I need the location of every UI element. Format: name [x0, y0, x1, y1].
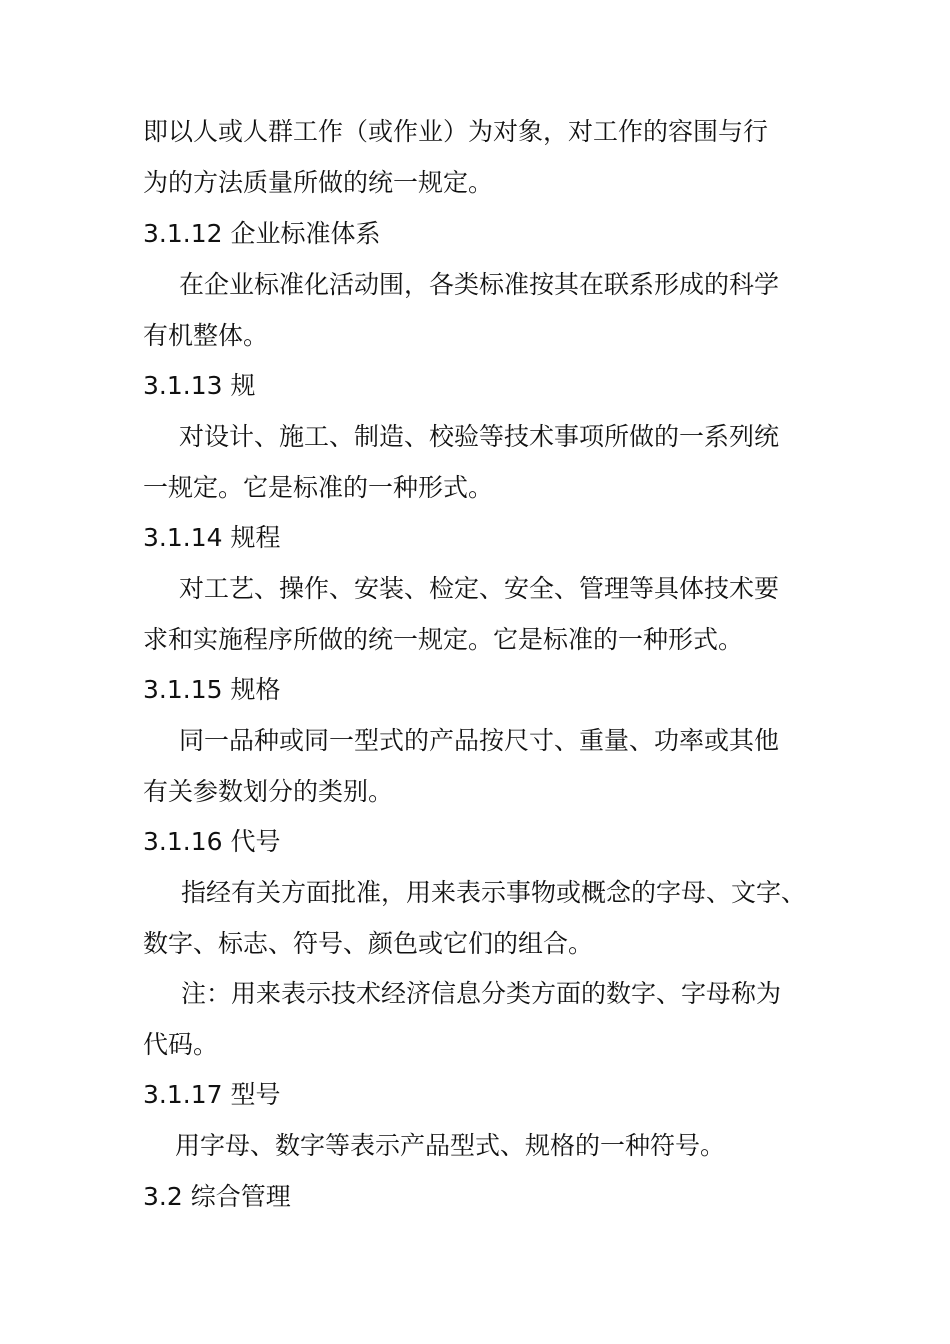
section-heading: 3.2 综合管理 [143, 1182, 291, 1211]
paragraph-line: 即以人或人群工作（或作业）为对象，对工作的容围与行 [143, 117, 769, 146]
paragraph-line: 一规定。它是标准的一种形式。 [143, 473, 494, 502]
paragraph-line: 同一品种或同一型式的产品按尺寸、重量、功率或其他 [179, 726, 780, 755]
section-heading: 3.1.17 型号 [143, 1080, 281, 1109]
section-heading: 3.1.12 企业标准体系 [143, 219, 381, 248]
paragraph-line: 用字母、数字等表示产品型式、规格的一种符号。 [175, 1131, 726, 1160]
note-line: 注：用来表示技术经济信息分类方面的数字、字母称为 [181, 979, 782, 1008]
paragraph-line: 对工艺、操作、安装、检定、安全、管理等具体技术要 [179, 574, 780, 603]
paragraph-line: 指经有关方面批准，用来表示事物或概念的字母、文字、 [181, 878, 807, 907]
section-heading: 3.1.13 规 [143, 371, 256, 400]
paragraph-line: 对设计、施工、制造、校验等技术事项所做的一系列统 [179, 422, 780, 451]
section-heading: 3.1.16 代号 [143, 827, 281, 856]
paragraph-line: 有机整体。 [143, 321, 269, 350]
paragraph-line: 为的方法质量所做的统一规定。 [143, 168, 494, 197]
paragraph-line: 有关参数划分的类别。 [143, 777, 394, 806]
paragraph-line: 求和实施程序所做的统一规定。它是标准的一种形式。 [143, 625, 744, 654]
note-line: 代码。 [143, 1030, 219, 1059]
section-heading: 3.1.15 规格 [143, 675, 281, 704]
section-heading: 3.1.14 规程 [143, 523, 281, 552]
paragraph-line: 在企业标准化活动围，各类标准按其在联系形成的科学 [179, 270, 780, 299]
paragraph-line: 数字、标志、符号、颜色或它们的组合。 [143, 929, 594, 958]
